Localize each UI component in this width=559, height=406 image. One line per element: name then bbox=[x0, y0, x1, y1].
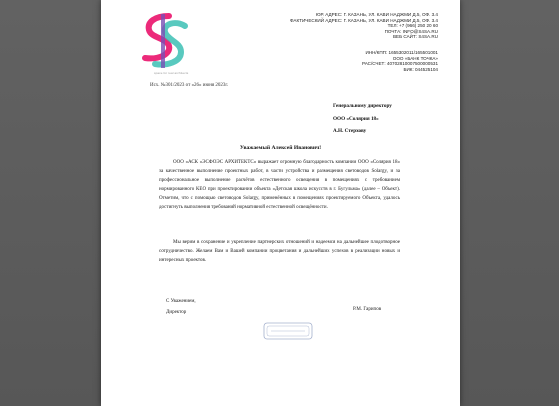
salutation: Уважаемый Алексей Иванович! bbox=[239, 145, 322, 151]
legal-address: ЮР. АДРЕС: Г. КАЗАНЬ, УЛ. КАВИ НАДЖМИ Д.5, ОФ. 3.4 bbox=[315, 12, 438, 17]
website: ВЕБ САЙТ: S4SA.RU bbox=[392, 34, 438, 39]
company-contacts bbox=[208, 12, 438, 40]
outgoing-reference: Исх. №301/2023 от «26» июня 2023г. bbox=[150, 83, 229, 88]
viewer-backdrop-right bbox=[460, 0, 559, 406]
bank-name: ООО «БАНК ТОЧКА» bbox=[392, 55, 438, 61]
bank-details bbox=[238, 50, 438, 72]
addressee-block bbox=[333, 100, 392, 138]
signer-title: Директор bbox=[166, 310, 187, 315]
closing: С Уважением, bbox=[166, 299, 196, 304]
actual-address: ФАКТИЧЕСКИЙ АДРЕС: Г. КАЗАНЬ, УЛ. КАВИ НАДЖМИ Д.5, ОФ. 3.4 bbox=[290, 17, 438, 23]
company-logo bbox=[139, 12, 193, 70]
letter-paragraph: Мы верим в сохранение и укрепление партнерских отношений и надеемся на дальнейшее плодотворное сотрудничество. Желаем Вам и Вашей компании процветания и дальнейших успехов в реализации новых и интересных проектов. bbox=[159, 240, 400, 264]
addressee-org: ООО «Солярия 18» bbox=[333, 115, 379, 122]
closing-block bbox=[166, 296, 196, 318]
document-page bbox=[101, 0, 460, 406]
viewer-backdrop-left bbox=[0, 0, 101, 406]
addressee-position: Генеральному директору bbox=[333, 103, 392, 109]
bik: БИК: 044525104 bbox=[403, 66, 438, 72]
addressee-name: А.Н. Стерхову bbox=[333, 128, 367, 134]
letter-paragraph: ООО «АСК «ЭСФОЭС АРХИТЕКТС» выражает огромную благодарность компании ООО «Солярия 18» за качественное выполнение проектных работ, в части устройства и размещения световодов Solargy, и за профессиональное выполнение расчётов естественного освещения в помещениях с требованием нормированного КЕО при проектировании объекта «Детская школа искусств в г. Бугульма» (далее – Объект). Отметим, что с помощью световодов Solargy, применённых в помещениях проектируемого Объекта, удалось достигнуть выполнения требований нормативной естественной освещённости. bbox=[159, 160, 400, 211]
inn-kpp: ИНН/КПП: 1655302011/165501001 bbox=[365, 50, 438, 55]
company-stamp bbox=[263, 322, 313, 340]
phone: ТЕЛ: +7 (966) 250 20 60 bbox=[387, 23, 438, 28]
email: ПОЧТА: INFO@S4SA.RU bbox=[384, 28, 438, 34]
signer-name: Р.М. Гарипов bbox=[353, 307, 382, 312]
logo-tagline: space for real architects bbox=[154, 71, 189, 75]
account-number: РАС/СЧЕТ: 40702810007500000531 bbox=[361, 61, 438, 66]
